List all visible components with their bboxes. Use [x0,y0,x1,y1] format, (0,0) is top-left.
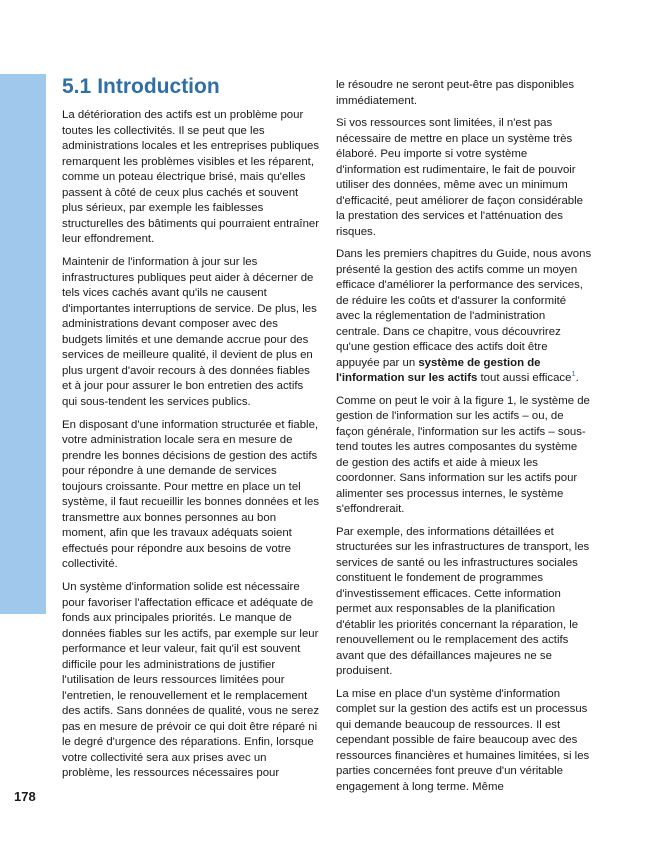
chapter-color-bar [0,74,46,614]
section-heading [62,74,320,100]
paragraph: La mise en place d'un système d'information complet sur la gestion des actifs est un processus qui demande beaucoup de ressources. Il est cependant possible de faire beaucoup avec des ressources financières et humaines limitées, si les parties concernées font preuve d'un véritable engagement à long terme. Même [336,687,590,793]
paragraph: le résoudre ne seront peut-être pas disponibles immédiatement. [336,79,575,107]
section-title: Introduction [97,75,220,98]
left-column [62,74,320,789]
paragraph: La détérioration des actifs est un problème pour toutes les collectivités. Il se peut que les administrations locales et les entreprises publiques remarquent les problèmes visibles et les réparent, comme un poteau électrique brisé, mais qu'elles passent à côté de ceux plus cachés et souvent plus sérieux, par exemple les faiblesses structurelles des bâtiments qui pourraient entraîner leur effondrement. [62,109,320,245]
emphasis-text: système de gestion de l'information sur les actifs [336,356,541,384]
footnote-reference[interactable]: 1 [571,369,576,379]
text-run: . [575,372,579,384]
paragraph: Si vos ressources sont limitées, il n'est pas nécessaire de mettre en place un système très élaboré. Peu importe si votre système d'information est rudimentaire, le fait de pouvoir utiliser des données, même avec un minimum d'efficacité, peut améliorer de façon considérable la prestation des services et l'atténuation des risques. [336,117,584,238]
page-number: 178 [14,789,36,804]
paragraph: Un système d'information solide est nécessaire pour favoriser l'affectation efficace et adéquate de fonds aux principales priorités. Le manque de données fiables sur les actifs, par exemple sur leur performance et leur valeur, fait qu'il est souvent difficile pour les administrations de justifier l'utilisation de leurs ressources limitées pour l'entretien, le renouvellement et le remplacement des actifs. Sans données de qualité, vous ne serez pas en mesure de prévoir ce qui doit être réparé ni le degré d'urgence des réparations. Enfin, lorsque votre collectivité sera aux prises avec un problème, les ressources nécessaires pour [62,581,320,779]
paragraph: Par exemple, des informations détaillées et structurées sur les infrastructures de transport, les services de santé ou les infrastructures sociales constituent le fondement de programmes d'investissement efficaces. Cette information permet aux responsables de la planification d'établir les priorités concernant la réparation, le renouvellement ou le remplacement des actifs avant que des défaillances majeures ne se produisent. [336,525,590,677]
section-number: 5.1 [62,75,92,98]
paragraph: Comme on peut le voir à la figure 1, le système de gestion de l'information sur les actifs – ou, de façon générale, l'information sur les actifs – sous-tend toutes les autres composantes du système de gestion des actifs et aide à mieux les coordonner. Sans information sur les actifs pour alimenter ses processus internes, le système s'effondrerait. [336,394,590,515]
paragraph: Maintenir de l'information à jour sur les infrastructures publiques peut aider à décerner de tels vices cachés avant qu'ils ne causent d'importantes interruptions de service. De plus, les administrations devant composer avec des budgets limités et une demande accrue pour des services de meilleure qualité, il devient de plus en plus urgent d'avoir recours à des données fiables et à jour pour assurer le bon entretien des actifs qui sous-tendent les services publics. [62,256,317,408]
text-run: Dans les premiers chapitres du Guide, nous avons présenté la gestion des actifs comme un moyen efficace d'améliorer la performance des services, de réduire les coûts et d'assurer la conformité avec la réglementation de l'administration centrale. Dans ce chapitre, vous découvrirez qu'une gestion efficace des actifs doit être appuyée par un [336,248,592,369]
text-run: tout aussi efficace [477,372,572,384]
paragraph-with-emphasis [336,247,592,387]
right-column [336,78,592,802]
paragraph: En disposant d'une information structurée et fiable, votre administration locale sera en mesure de prendre les bonnes décisions de gestion des actifs pour répondre à une demande de services toujours croissante. Pour mettre en place un tel système, il faut recueillir les bonnes données et les transmettre aux bonnes personnes au bon moment, afin que les travaux adéquats soient effectués pour répondre aux besoins de votre collectivité. [62,418,320,570]
